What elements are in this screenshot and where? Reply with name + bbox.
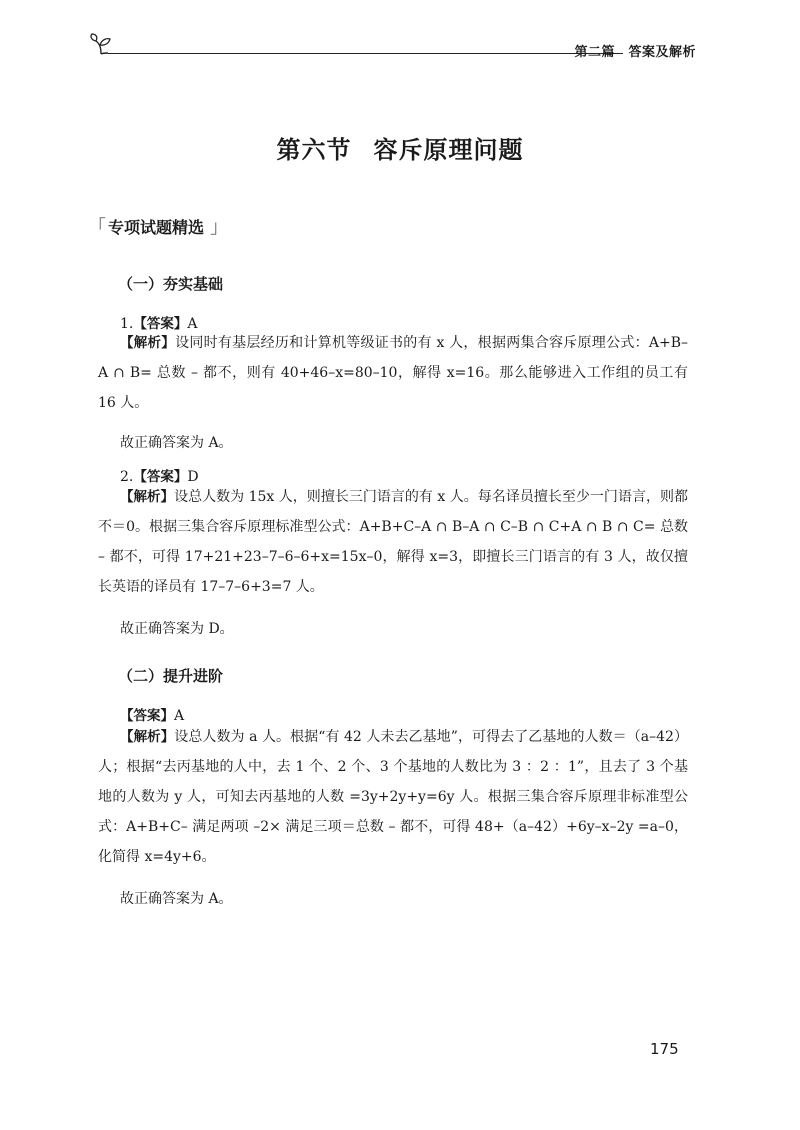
- box-title-left-bracket: 「: [88, 217, 106, 238]
- answer-tag: 【答案】: [120, 708, 174, 724]
- section-number: 第六节: [276, 136, 352, 164]
- box-title-text: 专项试题精选: [108, 218, 205, 237]
- header-rule: [108, 53, 623, 54]
- analysis-tag: 【解析】: [120, 335, 176, 351]
- answer-tag: 【答案】: [133, 469, 188, 485]
- analysis-tag: 【解析】: [120, 489, 175, 505]
- running-title: 第二篇 答案及解析: [574, 45, 696, 60]
- part1-q1-analysis: [98, 328, 688, 418]
- part2-heading: （二）提升进阶: [118, 667, 224, 685]
- part1-heading: （一）夯实基础: [118, 275, 224, 293]
- box-title-right-bracket: 」: [210, 217, 229, 238]
- q1-number: 1.: [120, 316, 134, 332]
- part2-answer: A: [174, 708, 185, 724]
- sprout-icon: [88, 30, 118, 60]
- part2-analysis-text: 设总人数为 a 人。根据“有 42 人未去乙基地”，可得去了乙基地的人数＝（a–42）人；根据“去丙基地的人中，去 1 个、2 个、3 个基地的人数比为 3 ：2 ：1”，且去了 3 个基地的人数为 y 人，可知去丙基地的人数 =3y+2y+y=6y 人。根据三集合容斥原理非标准型公式：A+B+C– 满足两项 –2× 满足三项＝总数 – 都不，可得 48+（a–42）+6y–x–2y =a–0，化简得 x=4y+6。: [98, 729, 689, 865]
- page-number: 175: [650, 1040, 679, 1058]
- part2-q1-analysis: [98, 722, 688, 872]
- analysis-tag: 【解析】: [120, 729, 175, 745]
- running-header: [88, 30, 708, 60]
- section-title: [0, 130, 800, 165]
- q2-analysis-text: 设总人数为 15x 人，则擅长三门语言的有 x 人。每名译员擅长至少一门语言，则都不＝0。根据三集合容斥原理标准型公式：A+B+C–A ∩ B–A ∩ C–B ∩ C+A ∩ B ∩ C= 总数 – 都不，可得 17+21+23–7–6–6+x=15x–0，解得 x=3，即擅长三门语言的有 3 人，故仅擅长英语的译员有 17–7–6+3=7 人。: [98, 489, 689, 595]
- q2-number: 2.: [120, 469, 134, 485]
- answer-tag: 【答案】: [133, 316, 188, 332]
- q1-analysis-text: 设同时有基层经历和计算机等级证书的有 x 人，根据两集合容斥原理公式：A+B–A ∩ B= 总数 – 都不，则有 40+46–x=80–10，解得 x=16。那么能够进入工作组的员工有 16 人。: [98, 335, 688, 411]
- q2-answer: D: [187, 469, 199, 485]
- section-topic: 容斥原理问题: [373, 136, 524, 164]
- part1-q2-analysis: [98, 482, 688, 602]
- part1-q1-conclusion: 故正确答案为 A。: [120, 435, 233, 451]
- q1-answer: A: [187, 316, 198, 332]
- part2-q1-conclusion: 故正确答案为 A。: [120, 891, 233, 907]
- part1-q2-conclusion: 故正确答案为 D。: [120, 621, 234, 637]
- box-title: [88, 213, 228, 239]
- part2-q1-answer: [120, 704, 184, 724]
